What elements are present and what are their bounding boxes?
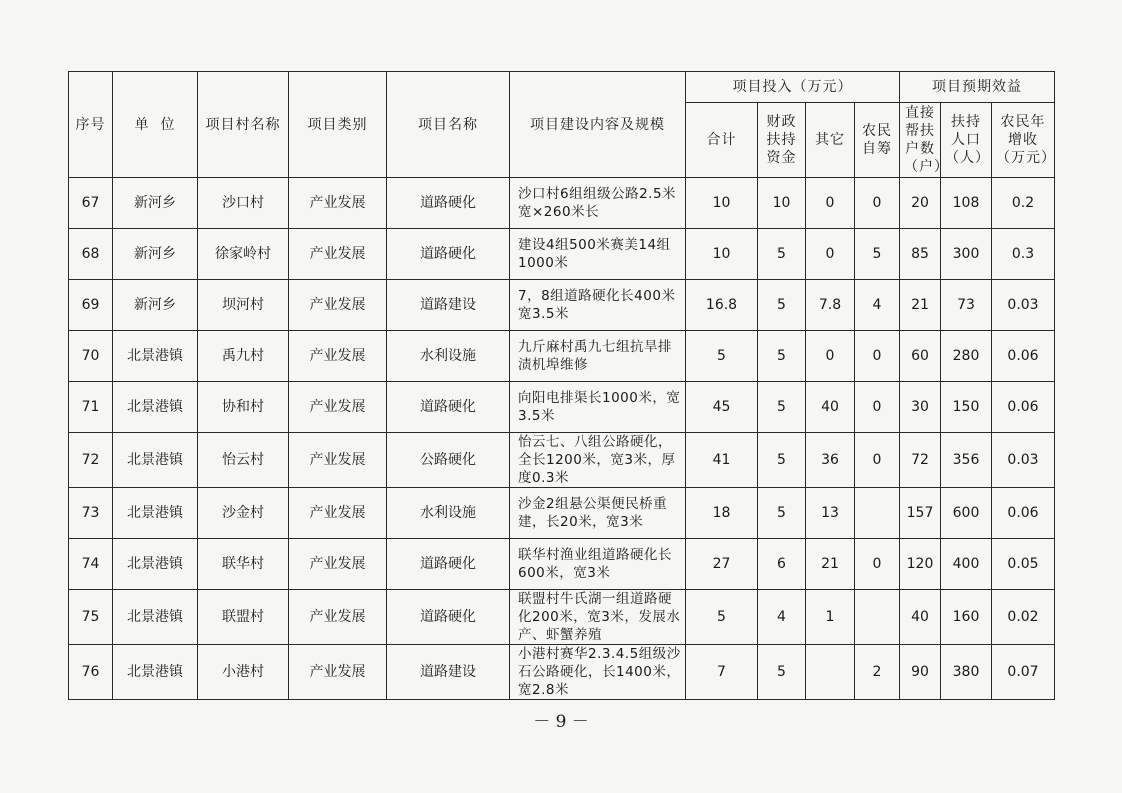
- cell-project: 道路硬化: [387, 539, 510, 590]
- cell-seq: 68: [69, 229, 113, 280]
- table-row: [69, 331, 1055, 382]
- cell-village: 协和村: [198, 382, 289, 433]
- cell-population: 150: [941, 382, 992, 433]
- cell-households: 21: [900, 280, 941, 331]
- cell-content: 向阳电排渠长1000米，宽3.5米: [510, 382, 686, 433]
- cell-other: 7.8: [806, 280, 855, 331]
- cell-households: 90: [900, 645, 941, 700]
- cell-other: 36: [806, 433, 855, 488]
- table-row: [69, 539, 1055, 590]
- cell-income: 0.3: [992, 229, 1055, 280]
- cell-fiscal: 5: [758, 331, 806, 382]
- cell-project: 道路硬化: [387, 178, 510, 229]
- header-farmer: 农民自筹: [855, 103, 900, 178]
- cell-income: 0.07: [992, 645, 1055, 700]
- cell-unit: 北景港镇: [113, 590, 198, 645]
- header-benefit-group: 项目预期效益: [900, 72, 1055, 103]
- table-row: [69, 382, 1055, 433]
- cell-unit: 北景港镇: [113, 539, 198, 590]
- cell-income: 0.02: [992, 590, 1055, 645]
- header-households: 直接帮扶户数（户）: [900, 103, 941, 178]
- cell-project: 水利设施: [387, 331, 510, 382]
- page-number: － 9 －: [533, 712, 589, 732]
- cell-content: 沙金2组悬公渠便民桥重建，长20米，宽3米: [510, 488, 686, 539]
- table-header: [69, 72, 1055, 178]
- cell-farmer: [855, 590, 900, 645]
- cell-total: 45: [686, 382, 758, 433]
- cell-content: 建设4组500米赛美14组1000米: [510, 229, 686, 280]
- cell-fiscal: 5: [758, 433, 806, 488]
- cell-population: 280: [941, 331, 992, 382]
- cell-unit: 北景港镇: [113, 331, 198, 382]
- cell-total: 41: [686, 433, 758, 488]
- cell-total: 16.8: [686, 280, 758, 331]
- cell-farmer: 0: [855, 382, 900, 433]
- cell-total: 10: [686, 229, 758, 280]
- cell-farmer: [855, 488, 900, 539]
- cell-households: 157: [900, 488, 941, 539]
- cell-households: 85: [900, 229, 941, 280]
- cell-project: 水利设施: [387, 488, 510, 539]
- cell-unit: 北景港镇: [113, 488, 198, 539]
- cell-households: 72: [900, 433, 941, 488]
- cell-village: 怡云村: [198, 433, 289, 488]
- cell-farmer: 0: [855, 331, 900, 382]
- cell-households: 30: [900, 382, 941, 433]
- cell-farmer: 2: [855, 645, 900, 700]
- cell-category: 产业发展: [289, 433, 387, 488]
- cell-unit: 新河乡: [113, 280, 198, 331]
- cell-project: 道路硬化: [387, 229, 510, 280]
- header-content: 项目建设内容及规模: [510, 72, 686, 178]
- cell-total: 18: [686, 488, 758, 539]
- cell-seq: 67: [69, 178, 113, 229]
- header-other: 其它: [806, 103, 855, 178]
- cell-category: 产业发展: [289, 229, 387, 280]
- header-village: 项目村名称: [198, 72, 289, 178]
- cell-fiscal: 6: [758, 539, 806, 590]
- cell-village: 禹九村: [198, 331, 289, 382]
- cell-total: 27: [686, 539, 758, 590]
- cell-fiscal: 5: [758, 280, 806, 331]
- cell-farmer: 0: [855, 539, 900, 590]
- cell-other: 0: [806, 331, 855, 382]
- cell-population: 380: [941, 645, 992, 700]
- cell-village: 联盟村: [198, 590, 289, 645]
- cell-income: 0.06: [992, 488, 1055, 539]
- cell-farmer: 5: [855, 229, 900, 280]
- table-row: [69, 229, 1055, 280]
- header-population: 扶持人口（人）: [941, 103, 992, 178]
- cell-category: 产业发展: [289, 539, 387, 590]
- cell-village: 坝河村: [198, 280, 289, 331]
- cell-households: 120: [900, 539, 941, 590]
- cell-households: 60: [900, 331, 941, 382]
- cell-content: 小港村赛华2.3.4.5组级沙石公路硬化，长1400米，宽2.8米: [510, 645, 686, 700]
- cell-population: 400: [941, 539, 992, 590]
- cell-income: 0.05: [992, 539, 1055, 590]
- cell-content: 九斤麻村禹九七组抗旱排渍机埠维修: [510, 331, 686, 382]
- cell-population: 356: [941, 433, 992, 488]
- cell-fiscal: 5: [758, 645, 806, 700]
- cell-project: 道路建设: [387, 645, 510, 700]
- cell-other: 21: [806, 539, 855, 590]
- cell-seq: 72: [69, 433, 113, 488]
- cell-fiscal: 4: [758, 590, 806, 645]
- header-investment-group: 项目投入（万元）: [686, 72, 900, 103]
- cell-farmer: 0: [855, 178, 900, 229]
- cell-category: 产业发展: [289, 280, 387, 331]
- cell-seq: 70: [69, 331, 113, 382]
- cell-seq: 74: [69, 539, 113, 590]
- cell-content: 沙口村6组组级公路2.5米宽×260米长: [510, 178, 686, 229]
- cell-unit: 北景港镇: [113, 433, 198, 488]
- cell-content: 联华村渔业组道路硬化长600米，宽3米: [510, 539, 686, 590]
- cell-total: 7: [686, 645, 758, 700]
- cell-population: 300: [941, 229, 992, 280]
- cell-fiscal: 5: [758, 229, 806, 280]
- cell-unit: 新河乡: [113, 178, 198, 229]
- cell-income: 0.03: [992, 280, 1055, 331]
- cell-other: 0: [806, 229, 855, 280]
- cell-total: 10: [686, 178, 758, 229]
- cell-population: 108: [941, 178, 992, 229]
- cell-population: 160: [941, 590, 992, 645]
- header-fiscal: 财政扶持资金: [758, 103, 806, 178]
- cell-content: 怡云七、八组公路硬化，全长1200米，宽3米，厚度0.3米: [510, 433, 686, 488]
- table-row: [69, 178, 1055, 229]
- cell-category: 产业发展: [289, 178, 387, 229]
- cell-village: 徐家岭村: [198, 229, 289, 280]
- cell-seq: 69: [69, 280, 113, 331]
- cell-farmer: 0: [855, 433, 900, 488]
- cell-other: 40: [806, 382, 855, 433]
- cell-category: 产业发展: [289, 488, 387, 539]
- cell-seq: 76: [69, 645, 113, 700]
- cell-village: 沙口村: [198, 178, 289, 229]
- cell-category: 产业发展: [289, 382, 387, 433]
- cell-seq: 73: [69, 488, 113, 539]
- cell-category: 产业发展: [289, 645, 387, 700]
- cell-project: 道路硬化: [387, 590, 510, 645]
- table-body: [69, 178, 1055, 700]
- cell-farmer: 4: [855, 280, 900, 331]
- cell-content: 7，8组道路硬化长400米宽3.5米: [510, 280, 686, 331]
- cell-income: 0.03: [992, 433, 1055, 488]
- cell-fiscal: 10: [758, 178, 806, 229]
- table-row: [69, 488, 1055, 539]
- cell-total: 5: [686, 590, 758, 645]
- cell-seq: 71: [69, 382, 113, 433]
- cell-village: 小港村: [198, 645, 289, 700]
- cell-project: 道路建设: [387, 280, 510, 331]
- cell-fiscal: 5: [758, 488, 806, 539]
- cell-project: 道路硬化: [387, 382, 510, 433]
- cell-village: 联华村: [198, 539, 289, 590]
- header-seq: 序号: [69, 72, 113, 178]
- table-row: [69, 645, 1055, 700]
- cell-project: 公路硬化: [387, 433, 510, 488]
- header-category: 项目类别: [289, 72, 387, 178]
- cell-income: 0.06: [992, 382, 1055, 433]
- header-total: 合计: [686, 103, 758, 178]
- cell-population: 600: [941, 488, 992, 539]
- project-table: [68, 71, 1055, 700]
- cell-total: 5: [686, 331, 758, 382]
- header-income: 农民年增收（万元）: [992, 103, 1055, 178]
- cell-category: 产业发展: [289, 590, 387, 645]
- header-unit: 单 位: [113, 72, 198, 178]
- cell-households: 20: [900, 178, 941, 229]
- cell-other: 0: [806, 178, 855, 229]
- cell-other: [806, 645, 855, 700]
- cell-households: 40: [900, 590, 941, 645]
- cell-unit: 北景港镇: [113, 382, 198, 433]
- cell-population: 73: [941, 280, 992, 331]
- cell-unit: 新河乡: [113, 229, 198, 280]
- cell-seq: 75: [69, 590, 113, 645]
- table-row: [69, 433, 1055, 488]
- table-row: [69, 590, 1055, 645]
- cell-village: 沙金村: [198, 488, 289, 539]
- cell-other: 1: [806, 590, 855, 645]
- cell-fiscal: 5: [758, 382, 806, 433]
- cell-income: 0.06: [992, 331, 1055, 382]
- cell-income: 0.2: [992, 178, 1055, 229]
- cell-unit: 北景港镇: [113, 645, 198, 700]
- cell-content: 联盟村牛氏湖一组道路硬化200米，宽3米，发展水产、虾蟹养殖: [510, 590, 686, 645]
- header-project: 项目名称: [387, 72, 510, 178]
- table-row: [69, 280, 1055, 331]
- cell-category: 产业发展: [289, 331, 387, 382]
- cell-other: 13: [806, 488, 855, 539]
